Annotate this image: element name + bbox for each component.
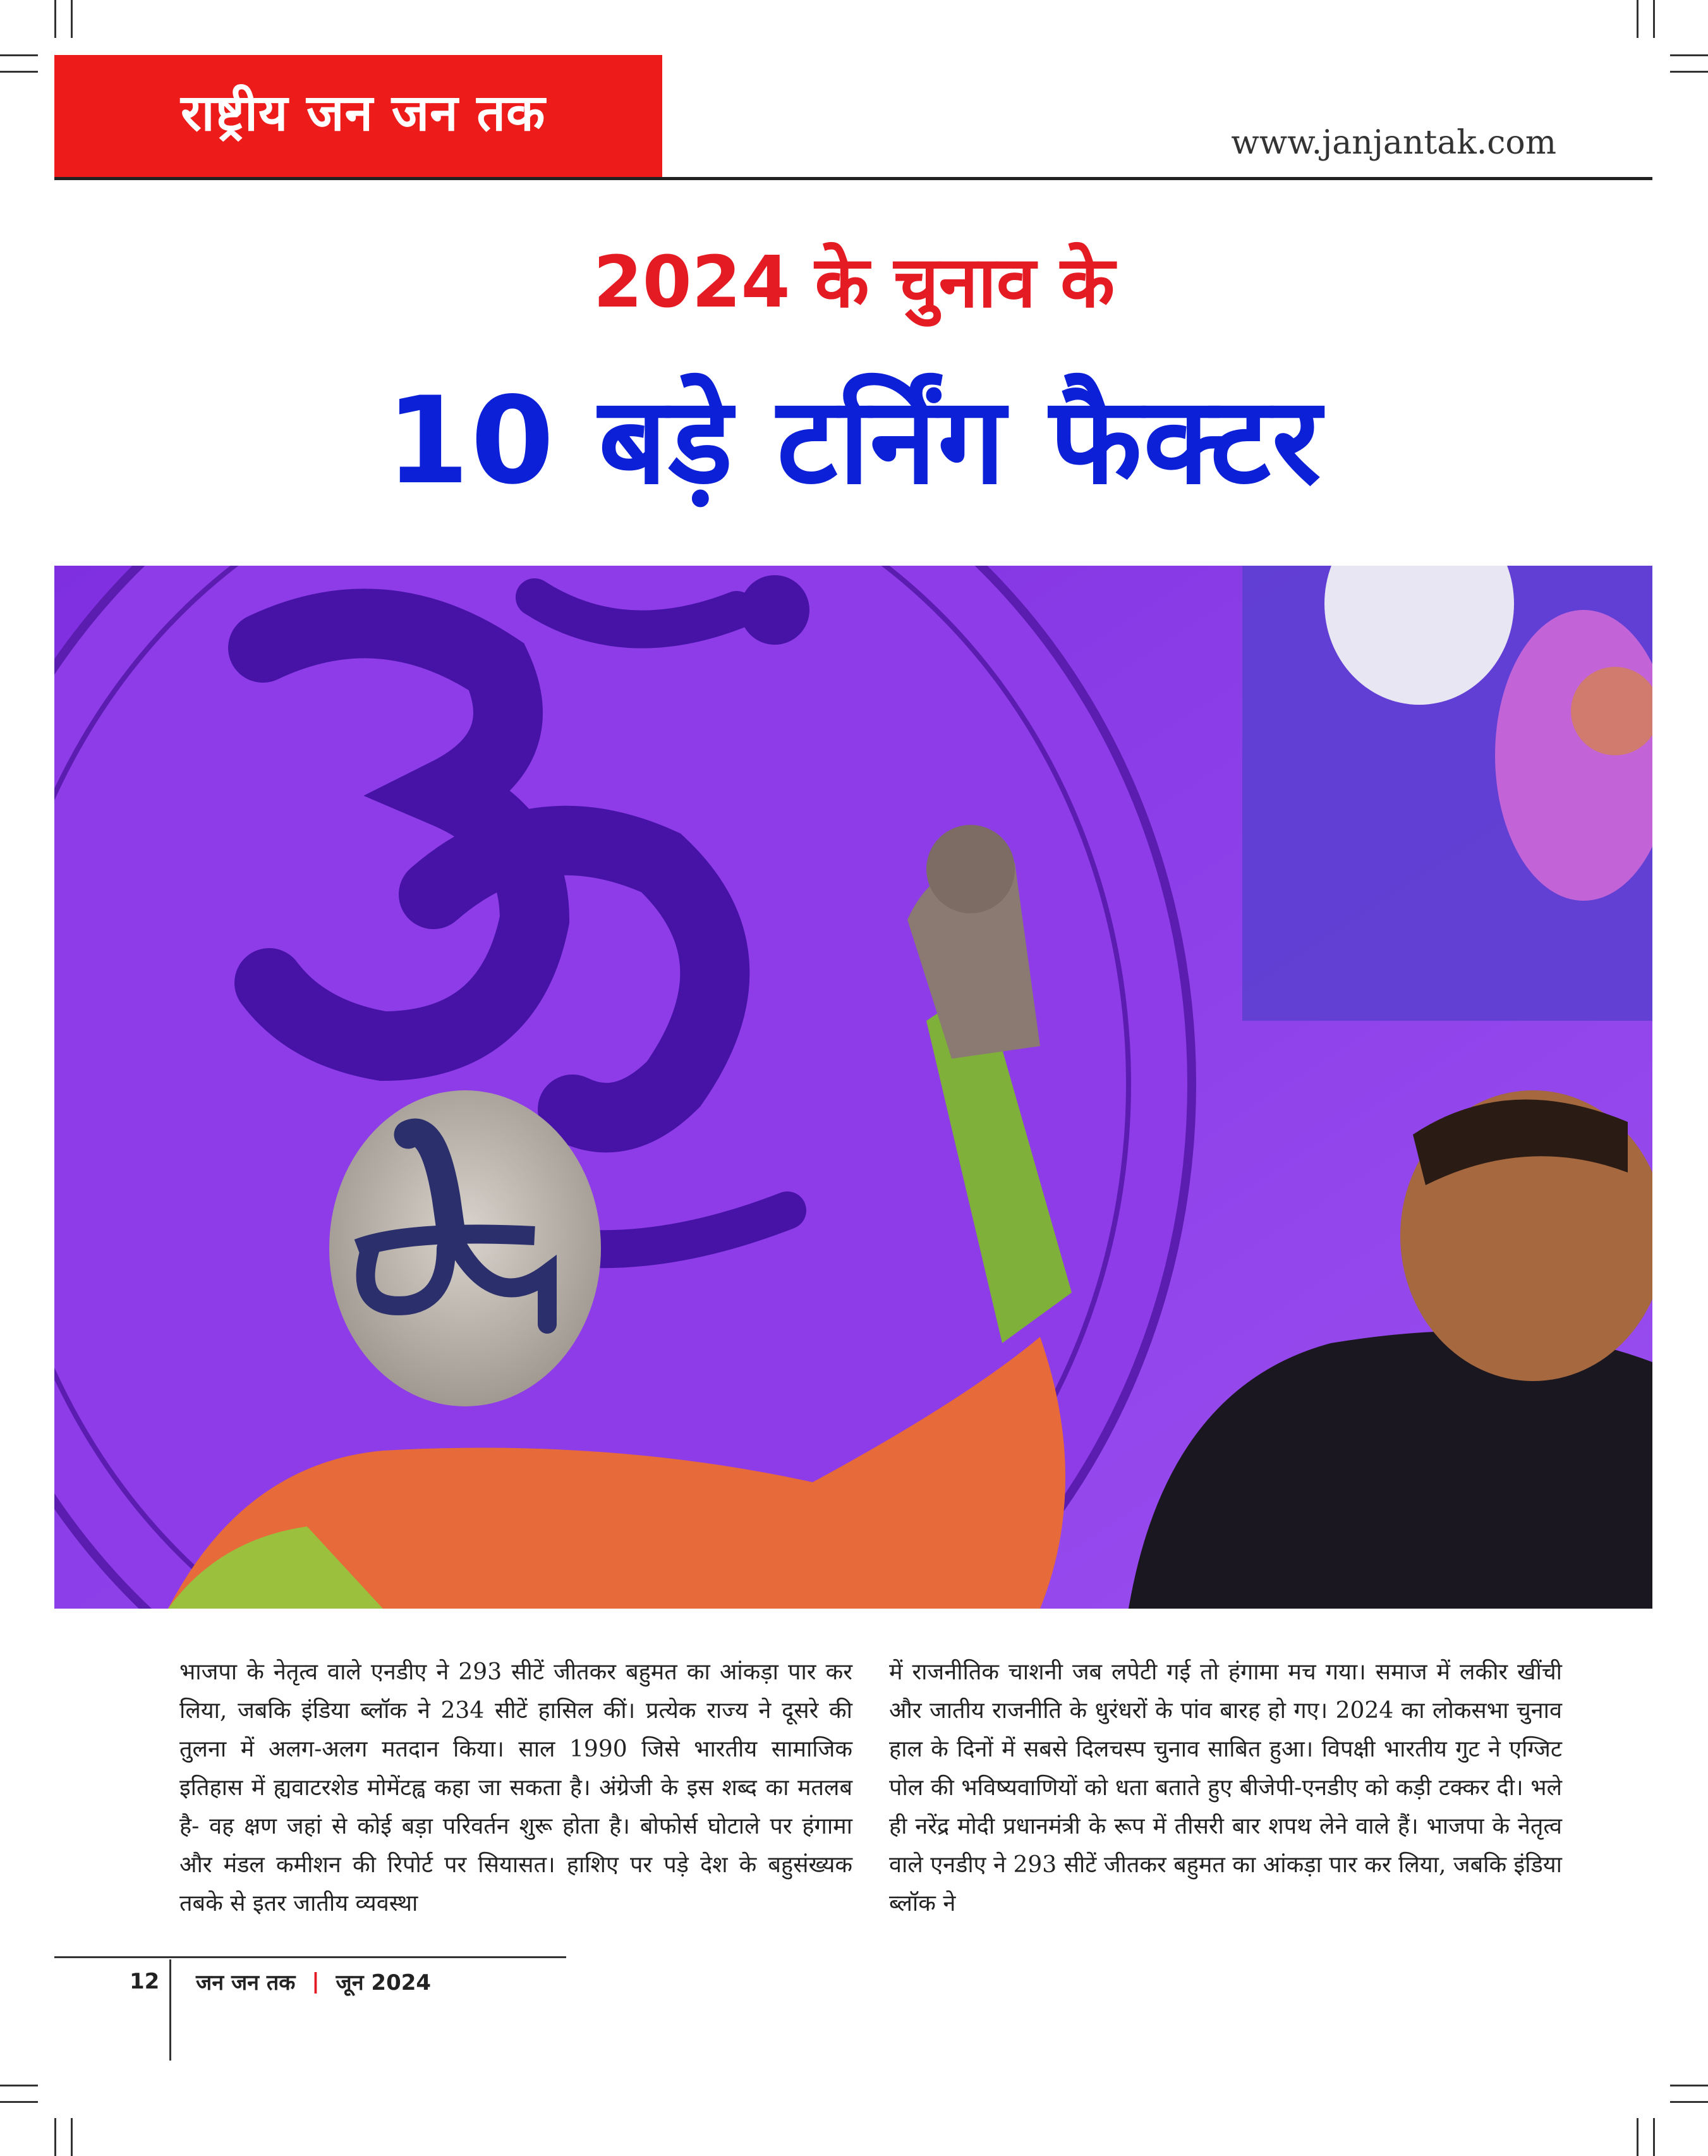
crop-mark — [54, 0, 56, 38]
crop-mark — [1670, 2085, 1708, 2086]
crop-mark — [71, 0, 73, 38]
crop-mark — [1670, 2101, 1708, 2103]
crop-mark — [1670, 71, 1708, 73]
section-title: राष्ट्रीय जन जन तक — [181, 83, 546, 142]
section-banner — [54, 55, 662, 179]
publication-name: जन जन तक — [196, 1970, 296, 1995]
article-column-right: में राजनीतिक चाशनी जब लपेटी गई तो हंगामा मच गया। समाज में लकीर खींची और जातीय राजनीति के धुरंधरों के पांव बारह हो गए। 2024 का लोकसभा चुनाव हाल के दिनों में सबसे दिलचस्प चुनाव साबित हुआ। विपक्षी भारतीय गुट ने एग्जिट पोल की भविष्यवाणियों को धता बताते हुए बीजेपी-एनडीए को कड़ी टक्कर दी। भले ही नरेंद्र मोदी प्रधानमंत्री के रूप में तीसरी बार शपथ लेने वाले हैं। भाजपा के नेतृत्व वाले एनडीए ने 293 सीटें जीतकर बहुमत का आंकड़ा पार कर लिया, जबकि इंडिया ब्लॉक ने — [889, 1659, 1562, 1916]
lead-photo — [54, 566, 1652, 1609]
crop-mark — [54, 2118, 56, 2156]
footer-divider — [54, 1956, 566, 1958]
crop-mark — [1670, 54, 1708, 56]
page-footer — [130, 1967, 431, 1996]
footer-separator: | — [312, 1969, 320, 1994]
crop-mark — [0, 2101, 38, 2103]
crop-mark — [1637, 0, 1638, 38]
headline-line-2: 10 बड़े टर्निंग फैक्टर — [385, 371, 1323, 511]
website-url: www.janjantak.com — [1231, 124, 1556, 162]
headline-line-1: 2024 के चुनाव के — [593, 241, 1115, 324]
lead-photo-illustration — [54, 566, 1652, 1609]
crop-mark — [1637, 2118, 1638, 2156]
crop-mark — [1653, 0, 1655, 38]
page-number: 12 — [130, 1969, 160, 1994]
crop-mark — [0, 2085, 38, 2086]
issue-date: जून 2024 — [336, 1970, 432, 1995]
article-column-left: भाजपा के नेतृत्व वाले एनडीए ने 293 सीटें जीतकर बहुमत का आंकड़ा पार कर लिया, जबकि इंडिया ब्लॉक ने 234 सीटें हासिल कीं। प्रत्येक राज्य ने दूसरे की तुलना में अलग-अलग मतदान किया। साल 1990 जिसे भारतीय सामाजिक इतिहास में ह्यवाटरशेड मोमेंटह्व कहा जा सकता है। अंग्रेजी के इस शब्द का मतलब है- वह क्षण जहां से कोई बड़ा परिवर्तन शुरू होता है। बोफोर्स घोटाले पर हंगामा और मंडल कमीशन की रिपोर्ट पर सियासत। हाशिए पर पड़े देश के बहुसंख्यक तबके से इतर जातीय व्यवस्था — [179, 1659, 852, 1916]
crop-mark — [1653, 2118, 1655, 2156]
crop-mark — [0, 54, 38, 56]
header-divider — [54, 177, 1652, 180]
crop-mark — [0, 71, 38, 73]
crop-mark — [71, 2118, 73, 2156]
